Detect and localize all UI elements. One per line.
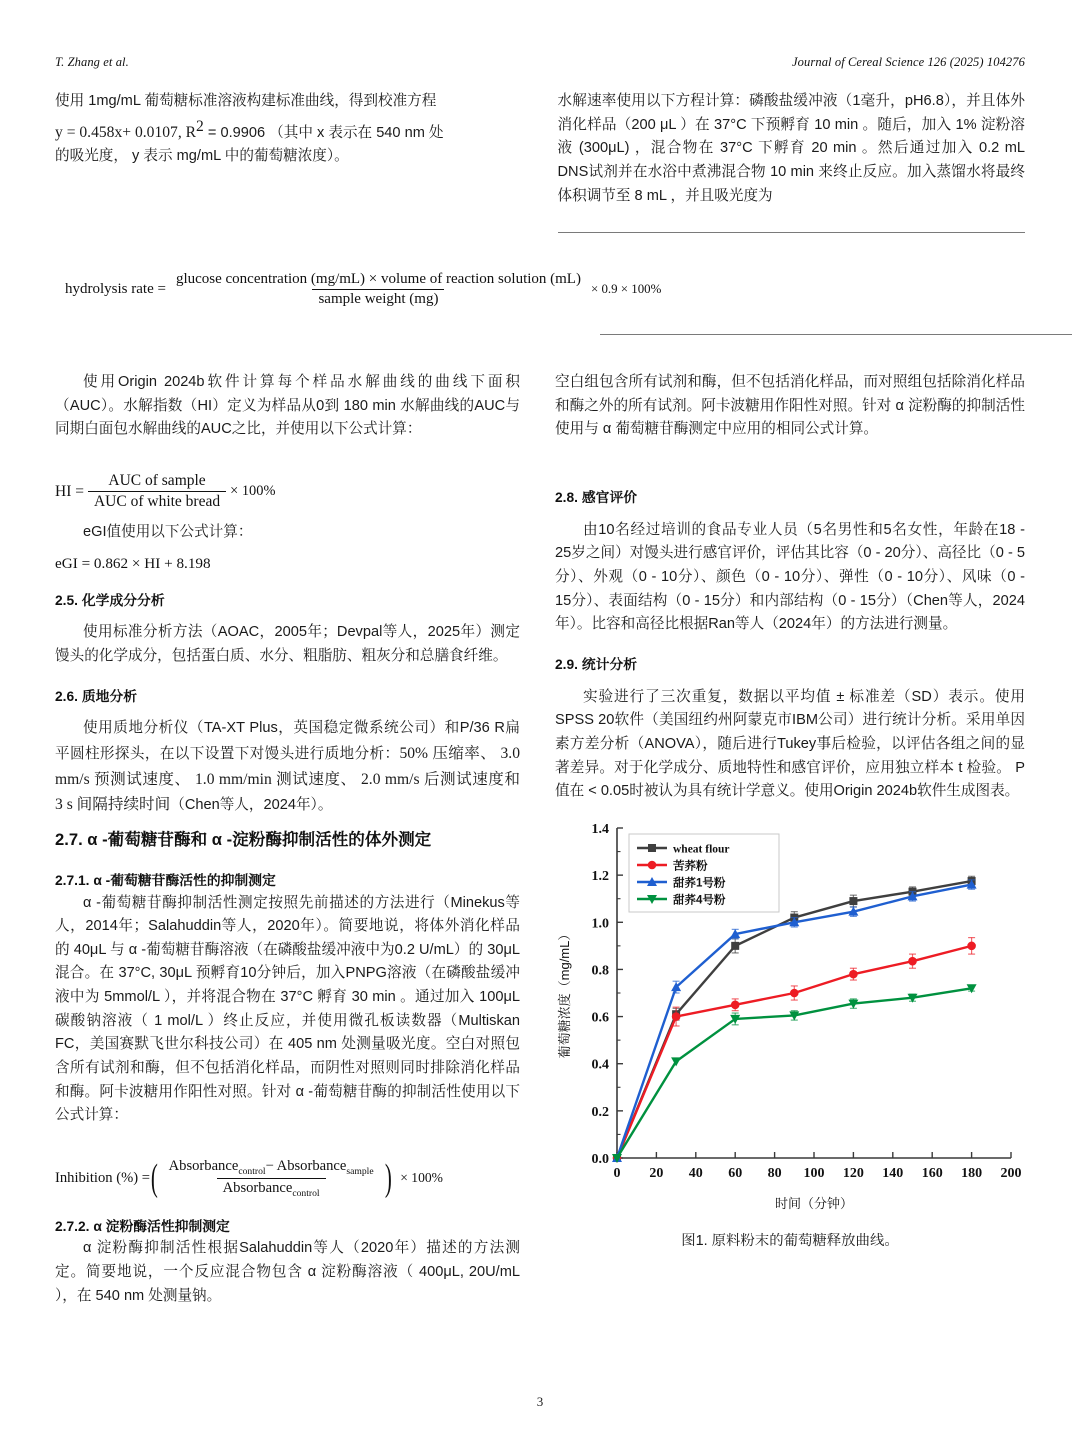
para-egi-intro: eGI值使用以下公式计算：	[83, 524, 253, 541]
main-columns	[55, 371, 1025, 1308]
marker-circle	[648, 861, 657, 870]
marker-square	[731, 942, 739, 950]
running-head-journal: Journal of Cereal Science 126 (2025) 104276	[792, 55, 1025, 69]
para-standard-curve-line2: y = 0.458x+ 0.0107, R	[55, 123, 197, 141]
figure-1-caption: 图1. 原料粉末的葡萄糖释放曲线。	[681, 1232, 899, 1249]
inhibition-fraction	[163, 1158, 380, 1199]
hydrolysis-rate-equation	[55, 271, 1025, 308]
egi-equation	[55, 555, 520, 573]
inhibition-lhs: Inhibition (%) =	[55, 1169, 150, 1186]
heading-2-6: 2.6. 质地分析	[55, 688, 138, 704]
heading-2-5: 2.5. 化学成分分析	[55, 592, 165, 608]
hydrolysis-lhs: hydrolysis rate =	[65, 281, 166, 298]
marker-circle	[967, 941, 976, 950]
x-tick-label: 20	[649, 1165, 664, 1181]
para-standard-curve-line1: 使用 1mg/mL 葡萄糖标准溶液构建标准曲线，得到校准方程	[55, 93, 437, 109]
y-tick-label: 0.6	[591, 1010, 609, 1026]
heading-2-7: 2.7. α -葡萄糖苷酶和 α -淀粉酶抑制活性的体外测定	[55, 829, 432, 849]
hi-denominator: AUC of white bread	[88, 491, 226, 511]
hydrolysis-tail: × 0.9 × 100%	[590, 282, 662, 297]
marker-square	[648, 844, 656, 852]
x-tick-label: 120	[842, 1165, 864, 1181]
para-standard-curve	[55, 90, 523, 169]
hi-equation	[55, 472, 520, 511]
para-auc: 使用Origin 2024b软件计算每个样品水解曲线的曲线下面积（AUC）。水解指数（HI）定义为样品从0到 180 min 水解曲线的AUC与同期白面包水解曲线的AUC之比，并使用以下公式计算：	[55, 374, 520, 438]
marker-circle	[731, 1000, 740, 1009]
x-tick-label: 60	[728, 1165, 743, 1181]
chart-legend	[629, 834, 779, 912]
inhibition-paren-right: )	[384, 1157, 392, 1200]
hi-numerator: AUC of sample	[108, 472, 206, 490]
right-column-main	[555, 371, 1025, 1250]
x-tick-label: 160	[921, 1165, 943, 1181]
y-tick-label: 0.4	[591, 1057, 609, 1073]
y-tick-label: 0.0	[591, 1151, 609, 1167]
para-standard-curve-line3: 的吸光度， y 表示 mg/mL 中的葡萄糖浓度）。	[55, 148, 349, 165]
inhibition-denominator	[217, 1178, 326, 1199]
x-tick-label: 40	[688, 1165, 703, 1181]
para-2-6-c: （Chen等人，2024年）。	[170, 797, 333, 814]
para-standard-curve-line2b: = 0.9906 （其中 x 表示在 540 nm 处	[203, 124, 444, 141]
hydrolysis-fraction	[170, 271, 587, 308]
left-column-top	[55, 90, 523, 169]
divider-below-equation	[600, 334, 1072, 335]
r-squared-exponent: 2	[196, 117, 204, 135]
running-head-author: T. Zhang et al.	[55, 55, 129, 69]
x-tick-label: 180	[961, 1165, 983, 1181]
y-tick-label: 0.2	[591, 1104, 609, 1120]
para-2-6-b: 50% 压缩率、 3.0 mm/s 预测试速度、 1.0 mm/min 测试速度、 2.0 mm/s 后测试速度和 3 s 间隔持续时间	[55, 745, 520, 814]
y-tick-label: 1.4	[591, 821, 609, 837]
egi-formula-text: eGI = 0.862 × HI + 8.198	[55, 554, 211, 572]
left-column-main	[55, 371, 520, 1308]
y-tick-label: 0.8	[591, 963, 609, 979]
hi-fraction	[88, 472, 226, 511]
glucose-release-chart	[555, 816, 1025, 1216]
heading-2-9: 2.9. 统计分析	[555, 657, 638, 673]
series-3	[612, 879, 977, 1161]
inh-den: Absorbance	[222, 1179, 293, 1196]
para-2-9: 实验进行了三次重复，数据以平均值 ± 标准差（SD）表示。使用SPSS 20软件（美国纽约州阿蒙克市IBM公司）进行统计分析。采用单因素方差分析（ANOVA），随后进行Tukey事后检验，以评估各组之间的显著差异。对于化学成分、质地特性和感官评价，应用独立样本 t 检验。 P 值在 < 0.05时被认为具有统计学意义。使用Origin 2024b软件生成图表。	[555, 688, 1025, 800]
para-blank-control: 空白组包含所有试剂和酶，但不包括消化样品，而对照组包括除消化样品和酶之外的所有试剂。阿卡波糖用作阳性对照。针对 α 淀粉酶的抑制活性使用与 α 葡萄糖苷酶测定中应用的相同公式计算。	[555, 374, 1025, 438]
legend-label: wheat flour	[673, 843, 730, 856]
hi-lhs: HI =	[55, 482, 84, 500]
para-2-5: 使用标准分析方法（AOAC，2005年；Devpal等人，2025年）测定馒头的化学成分，包括蛋白质、水分、粗脂肪、粗灰分和总膳食纤维。	[55, 624, 520, 665]
para-2-6	[55, 717, 520, 818]
heading-2-7-2: 2.7.2. α 淀粉酶活性抑制测定	[55, 1218, 230, 1234]
x-tick-label: 100	[803, 1165, 825, 1181]
inh-den-sub: control	[292, 1187, 320, 1199]
y-tick-label: 1.0	[591, 916, 609, 932]
inh-num-minus: − Absorbance	[265, 1157, 347, 1174]
x-axis-label: 时间（分钟）	[774, 1195, 854, 1211]
x-tick-label: 140	[882, 1165, 904, 1181]
x-tick-label: 200	[1000, 1165, 1022, 1181]
y-tick-label: 1.2	[591, 869, 609, 885]
y-axis-label: 葡萄糖浓度（mg/mL）	[557, 927, 572, 1059]
series-2	[613, 938, 976, 1163]
para-2-7-2: α 淀粉酶抑制活性根据Salahuddin等人（2020年）描述的方法测定。简要地说，一个反应混合物包含 α 淀粉酶溶液（ 400μL, 20U/mL ），在 540 nm 处测量钠。	[55, 1240, 520, 1304]
figure-1	[555, 816, 1025, 1250]
page-number: 3	[536, 1394, 544, 1409]
hydrolysis-numerator: glucose concentration (mg/mL) × volume of reaction solution (mL)	[175, 271, 581, 288]
para-2-8: 由10名经过培训的食品专业人员（5名男性和5名女性，年龄在18 - 25岁之间）对馒头进行感官评价，评估其比容（0 - 20分）、高径比（0 - 5分）、外观（0 - 10分）、颜色（0 - 10分）、弹性（0 - 10分）、风味（0 - 15分）、表面结构（0 - 15分）和内部结构（0 - 15分）（Chen等人，2024年）。比容和高径比根据Ran等人（2024年）的方法进行测量。	[555, 521, 1025, 633]
legend-label: 甜荞1号粉	[673, 877, 726, 890]
inhibition-numerator	[163, 1158, 380, 1178]
series-line	[617, 946, 972, 1158]
legend-label: 苦荞粉	[673, 860, 708, 873]
marker-circle	[849, 970, 858, 979]
divider-top	[558, 232, 1026, 233]
heading-2-7-1: 2.7.1. α -葡萄糖苷酶活性的抑制测定	[55, 872, 276, 888]
marker-circle	[908, 957, 917, 966]
hydrolysis-equation-block	[55, 271, 1025, 308]
x-tick-label: 80	[767, 1165, 782, 1181]
hi-tail: × 100%	[230, 483, 276, 500]
divider-below-equation-wrap	[600, 334, 1072, 335]
running-head	[55, 55, 1025, 70]
hydrolysis-denominator: sample weight (mg)	[312, 289, 444, 308]
x-tick-label: 0	[613, 1165, 621, 1181]
top-columns	[55, 90, 1025, 233]
inh-num-a: Absorbance	[168, 1157, 239, 1174]
inhibition-equation	[55, 1158, 520, 1199]
para-2-6-a: 使用质地分析仪（TA-XT Plus，英国稳定微系统公司）和P/36 R扁平圆柱形探头，在以下设置下对馒头进行质地分析：	[55, 720, 520, 763]
inh-num-b-sub: sample	[346, 1165, 374, 1177]
inhibition-paren-left: (	[150, 1157, 158, 1200]
heading-2-8: 2.8. 感官评价	[555, 490, 638, 506]
marker-circle	[672, 1012, 681, 1021]
marker-circle	[790, 989, 799, 998]
para-hydrolysis-intro: 水解速率使用以下方程计算：磷酸盐缓冲液（1毫升，pH6.8），并且体外消化样品（200 μL ）在 37°C 下预孵育 10 min 。随后，加入 1% 淀粉溶液 (300μL) ，混合物在 37°C 下孵育 20 min 。然后通过加入 0.2 mL DNS试剂并在水浴中煮沸混合物 10 min 来终止反应。加入蒸馏水将最终体积调节至 8 mL ，并且吸光度为	[557, 93, 1025, 204]
inhibition-tail: × 100%	[400, 1170, 443, 1186]
para-2-7-1: α -葡萄糖苷酶抑制活性测定按照先前描述的方法进行（Minekus等人，2014年；Salahuddin等人，2020年）。简要地说，将体外消化样品的 40μL 与 α -葡萄糖苷酶溶液（在磷酸盐缓冲液中为0.2 U/mL）的 30μL 混合。在 37°C, 30μL 预孵育10分钟后，加入PNPG溶液（在磷酸盐缓冲液中为 5mmol/L ），并将混合物在 37°C 孵育 30 min 。通过加入 100μL 碳酸钠溶液（ 1 mol/L ）终止反应，并使用微孔板读数器（Multiskan FC，美国赛默飞世尔科技公司）在 405 nm 处测量吸光度。空白对照包含所有试剂和酶，但不包括消化样品，而阴性对照则同时排除消化样品和酶。阿卡波糖用作阳性对照。针对 α -葡萄糖苷酶的抑制活性使用以下公式计算：	[55, 894, 520, 1124]
marker-square	[849, 897, 857, 905]
inh-num-a-sub: control	[238, 1165, 266, 1177]
legend-label: 甜荞4号粉	[673, 894, 726, 907]
right-column-top	[558, 90, 1026, 233]
